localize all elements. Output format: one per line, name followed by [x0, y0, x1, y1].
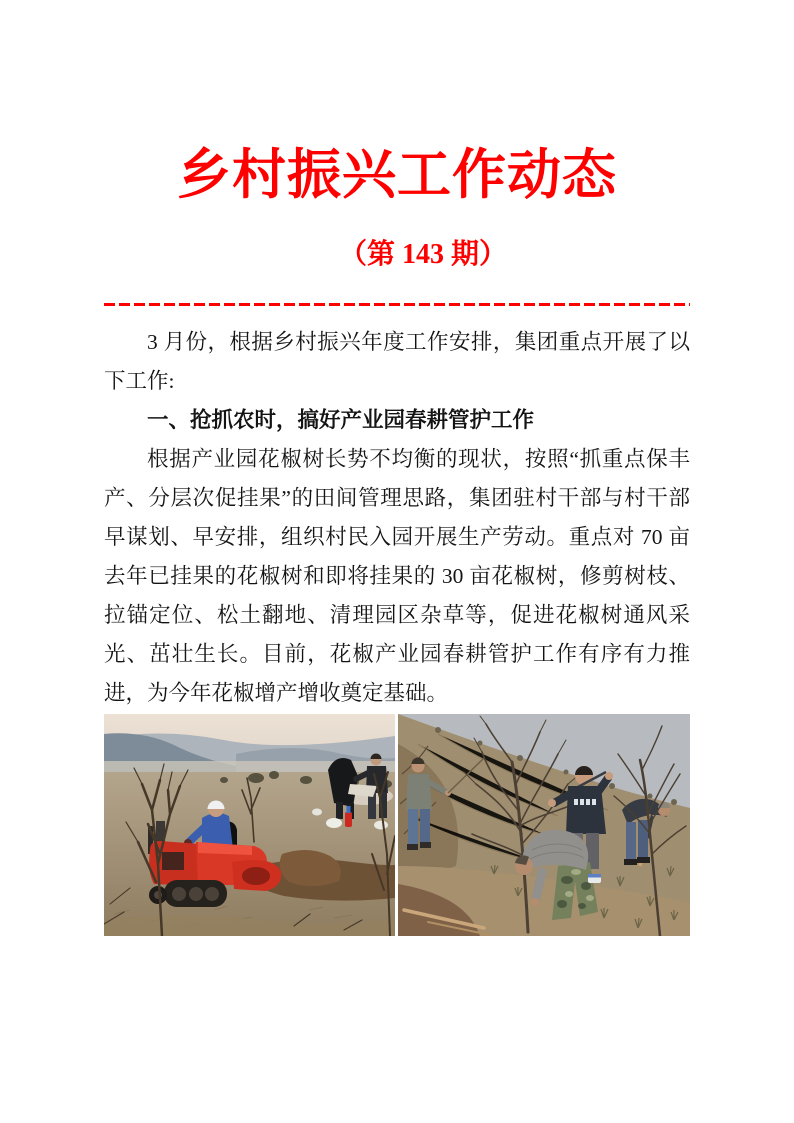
section-1-body: 根据产业园花椒树长势不均衡的现状，按照“抓重点保丰产、分层次促挂果”的田间管理思路，集团驻村干部与村干部早谋划、早安排，组织村民入园开展生产劳动。重点对 70 亩去年已挂果的花椒树和即将挂果的 30 亩花椒树，修剪树枝、拉锚定位、松土翻地、清理园区杂草等，促进花椒树通风采光、茁壮生长。目前，花椒产业园春耕管护工作有序有力推进，为今年花椒增产增收奠定基础。	[104, 447, 690, 705]
photo-row	[104, 714, 690, 936]
photo-pruning-work	[398, 714, 690, 936]
page-title: 乡村振兴工作动态	[177, 145, 617, 205]
photo-tilling-machine-image	[104, 714, 395, 936]
photo-pruning-work-image	[398, 714, 690, 936]
intro-paragraph: 3 月份，根据乡村振兴年度工作安排，集团重点开展了以下工作:	[104, 330, 690, 393]
section-1-heading: 一、抢抓农时，搞好产业园春耕管护工作	[147, 408, 535, 432]
photo-tilling-machine	[104, 714, 395, 936]
red-dashed-divider	[104, 303, 690, 306]
document-content	[104, 142, 690, 936]
issue-number: （第 143 期）	[338, 239, 507, 270]
